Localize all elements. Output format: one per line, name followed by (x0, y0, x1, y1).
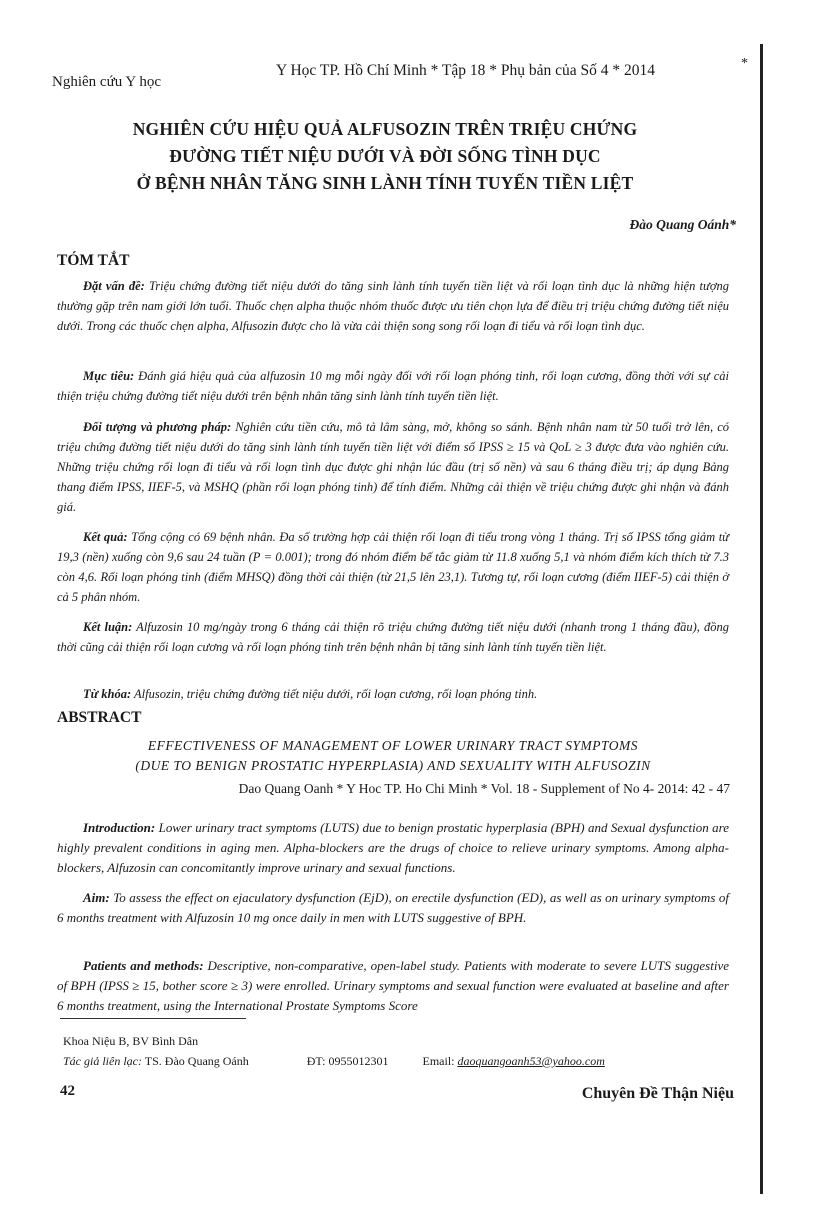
running-header-left: Nghiên cứu Y học (52, 74, 162, 90)
article-title (60, 116, 710, 197)
patients-methods-text: Descriptive, non-comparative, open-label study. Patients with moderate to severe LUTS suggestive of BPH (IPSS ≥ 15, bother score ≥ 3) were enrolled. Urinary symptoms and sexual function were evaluated at baseline and after 6 months treatment, using the International Prostate Symptoms Score (57, 958, 729, 1013)
tomtat-results (57, 527, 729, 607)
tomtat-keywords (57, 684, 729, 704)
affiliation: Khoa Niệu B, BV Bình Dân (63, 1034, 199, 1048)
contact-phone: ĐT: 0955012301 (306, 1054, 389, 1068)
series-title: Chuyên Đề Thận Niệu (581, 1085, 734, 1102)
email-link[interactable]: daoquangoanh53@yahoo.com (457, 1054, 605, 1068)
contact-line (63, 1054, 605, 1069)
title-line-3: Ở BỆNH NHÂN TĂNG SINH LÀNH TÍNH TUYẾN TIỀN LIỆT (136, 173, 634, 193)
introduction-text: Lower urinary tract symptoms (LUTS) due to benign prostatic hyperplasia (BPH) and Sexual dysfunction are highly prevalent conditions in aging men. Alpha-blockers are the drugs of choice to relieve urinary symptoms. Among alpha-blockers, Alfuzosin can concomitantly improve urinary and sexual functions. (57, 820, 729, 875)
pen-underline (60, 1018, 246, 1019)
citation: Dao Quang Oanh * Y Hoc TP. Ho Chi Minh * Vol. 18 - Supplement of No 4- 2014: 42 - 47 (238, 781, 730, 796)
abstract-methods (57, 956, 729, 1016)
contact-label: Tác giả liên lạc: (63, 1054, 142, 1068)
objective-label: Mục tiêu: (83, 369, 135, 383)
abstract-heading: ABSTRACT (57, 709, 142, 726)
abstract-title (57, 736, 729, 776)
vertical-rule (760, 44, 763, 1194)
background-text: Triệu chứng đường tiết niệu dưới do tăng sinh lành tính tuyến tiền liệt và rối loạn tình dục là những hiện tượng thường gặp trên nam giới lớn tuổi. Thuốc chẹn alpha thuộc nhóm thuốc được ưu tiên chọn lựa để điều trị triệu chứng đường tiết niệu dưới. Trong các thuốc chẹn alpha, Alfusozin được cho là vừa cải thiện song song rối loạn đi tiểu và rối loạn tình dục. (57, 279, 729, 333)
abstract-title-line-2: (DUE TO BENIGN PROSTATIC HYPERPLASIA) AND SEXUALITY WITH ALFUSOZIN (135, 758, 651, 773)
title-line-1: NGHIÊN CỨU HIỆU QUẢ ALFUSOZIN TRÊN TRIỆU CHỨNG (132, 119, 638, 139)
abstract-introduction (57, 818, 729, 878)
patients-methods-label: Patients and methods: (83, 958, 204, 973)
corner-mark: * (741, 56, 748, 71)
keywords-label: Từ khóa: (83, 687, 132, 701)
introduction-label: Introduction: (83, 820, 156, 835)
tomtat-methods (57, 417, 729, 517)
abstract-aim (57, 888, 729, 928)
page-number: 42 (60, 1083, 75, 1099)
aim-label: Aim: (83, 890, 110, 905)
aim-text: To assess the effect on ejaculatory dysfunction (EjD), on erectile dysfunction (ED), as well as on urinary symptoms of 6 months treatment with Alfuzosin 10 mg once daily in men with LUTS suggestive of BPH. (57, 890, 729, 925)
running-header-right: Y Học TP. Hồ Chí Minh * Tập 18 * Phụ bản của Số 4 * 2014 (276, 62, 656, 79)
methods-text: Nghiên cứu tiền cứu, mô tả lâm sàng, mở, không so sánh. Bệnh nhân nam từ 50 tuổi trở lên, có triệu chứng đường tiết niệu dưới do tăng sinh lành tính tuyến tiền liệt với điểm số IPSS ≥ 15 và QoL ≥ 3 được đưa vào nghiên cứu. Những triệu chứng rối loạn đi tiểu và rối loạn tình dục được ghi nhận lúc đầu (trị số nền) và sau 6 tháng điều trị; áp dụng Bảng thang điểm IPSS, IIEF-5, và MSHQ (phần rối loạn phóng tinh) để tính điểm. Những cải thiện về triệu chứng được ghi nhận và đánh giá. (57, 420, 730, 514)
contact-name: TS. Đào Quang Oánh (144, 1054, 249, 1068)
methods-label: Đối tượng và phương pháp: (83, 420, 232, 434)
tomtat-objective (57, 366, 729, 406)
tomtat-conclusion (57, 617, 729, 657)
abstract-title-line-1: EFFECTIVENESS OF MANAGEMENT OF LOWER URINARY TRACT SYMPTOMS (147, 738, 639, 753)
conclusion-text: Alfuzosin 10 mg/ngày trong 6 tháng cải thiện rõ triệu chứng đường tiết niệu dưới (nhanh trong 1 tháng đầu), đồng thời cũng cải thiện rối loạn cương và rối loạn phóng tinh trên bệnh nhân bị tăng sinh lành tính tuyến tiền liệt. (57, 620, 729, 654)
keywords-text: Alfusozin, triệu chứng đường tiết niệu dưới, rối loạn cương, rối loạn phóng tinh. (131, 687, 538, 701)
objective-text: Đánh giá hiệu quả của alfuzosin 10 mg mỗi ngày đối với rối loạn phóng tinh, rối loạn cương, đồng thời với sự cải thiện triệu chứng đường tiết niệu dưới trên bệnh nhân tăng sinh lành tính tuyến tiền liệt. (57, 369, 729, 403)
title-line-2: ĐƯỜNG TIẾT NIỆU DƯỚI VÀ ĐỜI SỐNG TÌNH DỤC (169, 146, 601, 166)
email-label: Email: (422, 1054, 455, 1068)
author: Đào Quang Oánh* (629, 217, 736, 232)
tomtat-background (57, 276, 729, 336)
results-text: Tổng cộng có 69 bệnh nhân. Đa số trường hợp cải thiện rối loạn đi tiểu trong vòng 1 tháng. Trị số IPSS tổng giảm từ 19,3 (nền) xuống còn 9,6 sau 24 tuần (P = 0.001); trong đó nhóm điểm bế tắc giảm từ 11.8 xuống 5,1 và nhóm điểm kích thích từ 7.3 còn 4,6. Rối loạn phóng tinh (điểm MHSQ) đồng thời cải thiện (từ 21,5 lên 23,1). Tương tự, rối loạn cương (điểm IIEF-5) cải thiện ở cả 5 phân nhóm. (57, 530, 729, 604)
conclusion-label: Kết luận: (83, 620, 133, 634)
results-label: Kết quả: (83, 530, 128, 544)
background-label: Đặt vấn đề: (83, 279, 145, 293)
tomtat-heading: TÓM TẮT (57, 252, 130, 269)
